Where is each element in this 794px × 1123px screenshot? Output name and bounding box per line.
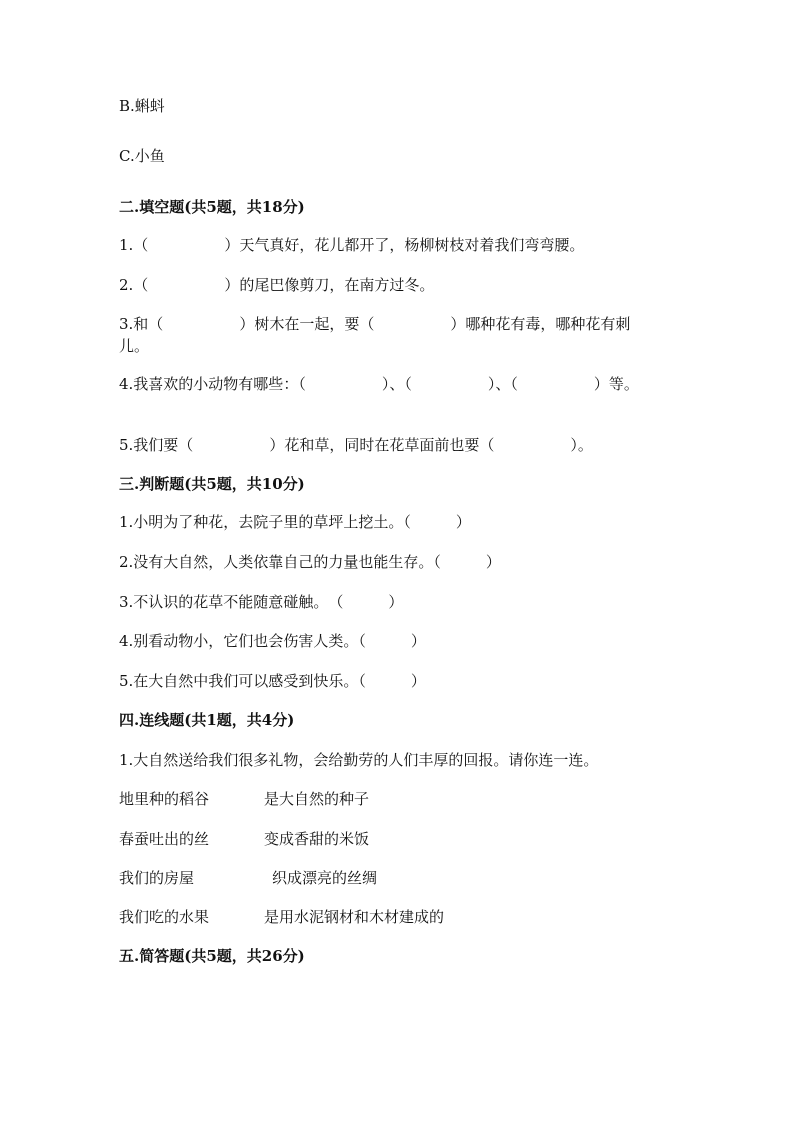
section-4-title: 四.连线题(共1题，共4分)	[119, 711, 295, 729]
section-5-title: 五.简答题(共5题，共26分)	[119, 947, 305, 965]
fill-q4-c: ）、（	[487, 375, 518, 393]
fill-q4-a: 4.我喜欢的小动物有哪些：（	[119, 375, 306, 393]
matching-right-item: 变成香甜的米饭	[264, 830, 370, 848]
fill-question-2	[119, 274, 434, 296]
matching-prompt: 1.大自然送给我们很多礼物，会给勤劳的人们丰厚的回报。请你连一连。	[119, 751, 599, 769]
fill-q2-text: ）的尾巴像剪刀，在南方过冬。	[224, 276, 435, 294]
fill-q5-a: 5.我们要（	[119, 436, 194, 454]
option-c: C.小鱼	[119, 147, 165, 165]
section-2-title: 二.填空题(共5题，共18分)	[119, 198, 305, 216]
fill-q5-c: ）。	[570, 436, 593, 454]
fill-question-5	[119, 434, 593, 456]
fill-question-3	[119, 313, 659, 357]
matching-left-item: 地里种的稻谷	[119, 790, 210, 808]
fill-q3-a: 3.和（	[119, 315, 164, 333]
matching-left-item: 我们吃的水果	[119, 908, 210, 926]
judge-question: 3.不认识的花草不能随意碰触。 （ ）	[119, 593, 404, 611]
matching-right-item: 是大自然的种子	[264, 790, 370, 808]
matching-left-item: 我们的房屋	[119, 869, 195, 887]
fill-q4-d: ）等。	[593, 375, 639, 393]
matching-right-item: 是用水泥钢材和木材建成的	[264, 908, 445, 926]
judge-question: 4.别看动物小，它们也会伤害人类。（ ）	[119, 632, 426, 650]
judge-question: 1.小明为了种花，去院子里的草坪上挖土。（ ）	[119, 513, 471, 531]
matching-right-item: 织成漂亮的丝绸	[272, 869, 378, 887]
fill-q5-b: ）花和草，同时在花草面前也要（	[269, 436, 495, 454]
fill-question-4	[119, 373, 659, 395]
judge-question: 5.在大自然中我们可以感受到快乐。（ ）	[119, 672, 426, 690]
fill-q3-b: ）树木在一起，要（	[239, 315, 375, 333]
fill-q3-c: ）哪种花有毒，哪种花有刺儿。	[119, 315, 631, 355]
fill-q1-text: ）天气真好，花儿都开了，杨柳树枝对着我们弯弯腰。	[224, 236, 585, 254]
fill-q2-num: 2.（	[119, 276, 149, 294]
fill-q4-b: ）、（	[381, 375, 412, 393]
option-b: B.蝌蚪	[119, 97, 165, 115]
judge-question: 2.没有大自然，人类依靠自己的力量也能生存。（ ）	[119, 553, 501, 571]
fill-q1-num: 1.（	[119, 236, 149, 254]
section-3-title: 三.判断题(共5题，共10分)	[119, 475, 305, 493]
matching-left-item: 春蚕吐出的丝	[119, 830, 210, 848]
fill-question-1	[119, 234, 584, 256]
